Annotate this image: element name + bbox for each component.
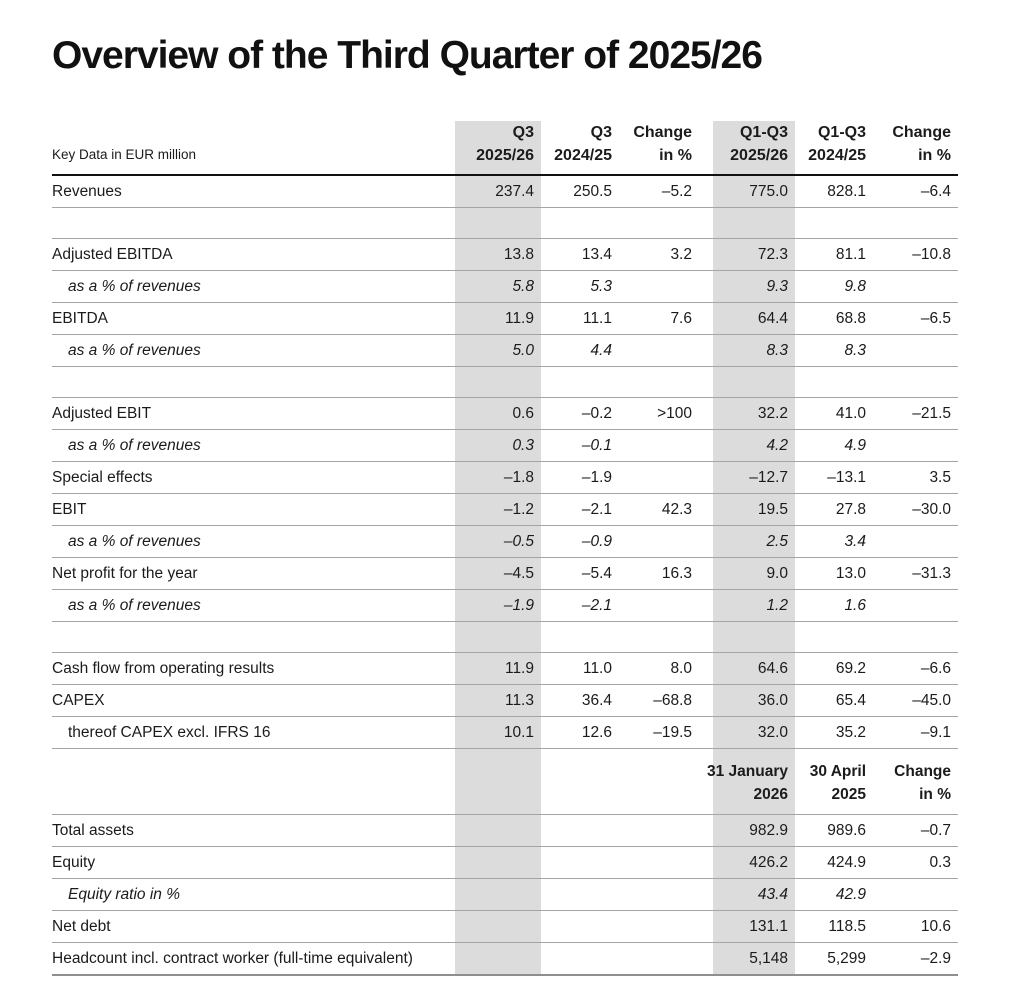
cell-change-q1q3-pct: 3.5: [873, 461, 958, 493]
cell-change-q1q3-pct: [873, 207, 958, 238]
cell-q3-2025-26: –1.8: [455, 461, 541, 493]
cell-q1q3-2024-25: [795, 207, 873, 238]
cell-change-q1q3-pct: –31.3: [873, 557, 958, 589]
cell-q1q3-2024-25: [795, 748, 873, 814]
cell-q1q3-2025-26: 4.2: [699, 429, 795, 461]
cell-q1q3-2025-26: 5,148: [699, 942, 795, 975]
header-line-top: Q3: [512, 123, 534, 141]
table-row: [52, 557, 958, 589]
cell-q1q3-2025-26: 1.2: [699, 589, 795, 621]
column-header-change-q1q3: [873, 121, 958, 175]
cell-q3-2024-25: [541, 207, 619, 238]
table-row: [52, 238, 958, 270]
cell-q1q3-2024-25: 828.1: [795, 175, 873, 208]
header-line-bottom: 2024/25: [808, 146, 866, 164]
cell-change-q3-pct: [619, 334, 699, 366]
cell-q3-2024-25: [541, 621, 619, 652]
cell-change-q3-pct: 16.3: [619, 557, 699, 589]
table-row: [52, 175, 958, 208]
cell-q1q3-2024-25: 68.8: [795, 302, 873, 334]
cell-q1q3-2024-25: 1.6: [795, 589, 873, 621]
row-label: EBIT: [52, 493, 455, 525]
cell-change-q1q3-pct: [873, 270, 958, 302]
cell-q1q3-2025-26: [699, 621, 795, 652]
cell-q3-2024-25: 13.4: [541, 238, 619, 270]
cell-q3-2025-26: 13.8: [455, 238, 541, 270]
row-label: [52, 207, 455, 238]
table-row: [52, 716, 958, 748]
cell-change-q1q3-pct: [873, 429, 958, 461]
cell-q3-2025-26: [455, 814, 541, 846]
cell-line: 31 January: [707, 762, 788, 780]
cell-change-q3-pct: [619, 270, 699, 302]
cell-q3-2024-25: 5.3: [541, 270, 619, 302]
cell-line: Change: [894, 762, 951, 780]
row-label: Adjusted EBIT: [52, 397, 455, 429]
cell-change-q3-pct: 3.2: [619, 238, 699, 270]
cell-change-q3-pct: [619, 461, 699, 493]
cell-q1q3-2025-26: 9.3: [699, 270, 795, 302]
header-line-top: Q3: [590, 123, 612, 141]
cell-q3-2025-26: [455, 366, 541, 397]
cell-q1q3-2025-26: [699, 366, 795, 397]
cell-change-q3-pct: [619, 207, 699, 238]
cell-q1q3-2025-26: 426.2: [699, 846, 795, 878]
cell-q3-2024-25: 4.4: [541, 334, 619, 366]
header-line-bottom: in %: [918, 146, 951, 164]
cell-q1q3-2025-26: 72.3: [699, 238, 795, 270]
cell-q1q3-2024-25: 118.5: [795, 910, 873, 942]
cell-q3-2025-26: –1.9: [455, 589, 541, 621]
row-label: Revenues: [52, 175, 455, 208]
cell-q3-2024-25: [541, 910, 619, 942]
column-header-q3-2025-26: [455, 121, 541, 175]
cell-q1q3-2024-25: 42.9: [795, 878, 873, 910]
cell-change-q1q3-pct: –2.9: [873, 942, 958, 975]
header-line-bottom: 2025/26: [730, 146, 788, 164]
cell-q1q3-2025-26: 982.9: [699, 814, 795, 846]
table-row: [52, 878, 958, 910]
cell-q1q3-2024-25: 65.4: [795, 684, 873, 716]
cell-change-q1q3-pct: –6.6: [873, 652, 958, 684]
cell-q1q3-2025-26: 19.5: [699, 493, 795, 525]
cell-change-q3-pct: [619, 878, 699, 910]
cell-q1q3-2025-26: 36.0: [699, 684, 795, 716]
table-row: [52, 461, 958, 493]
cell-change-q1q3-pct: –21.5: [873, 397, 958, 429]
cell-change-q3-pct: >100: [619, 397, 699, 429]
cell-change-q1q3-pct: –45.0: [873, 684, 958, 716]
table-row: [52, 652, 958, 684]
cell-line: 30 April: [809, 762, 866, 780]
cell-q3-2024-25: 250.5: [541, 175, 619, 208]
cell-q1q3-2025-26: 32.2: [699, 397, 795, 429]
cell-change-q3-pct: –19.5: [619, 716, 699, 748]
cell-q3-2024-25: [541, 878, 619, 910]
row-label: CAPEX: [52, 684, 455, 716]
cell-q1q3-2024-25: 4.9: [795, 429, 873, 461]
cell-change-q1q3-pct: –6.5: [873, 302, 958, 334]
table-row: [52, 334, 958, 366]
key-data-table: [52, 121, 958, 976]
cell-q3-2025-26: 5.0: [455, 334, 541, 366]
cell-q3-2024-25: –0.9: [541, 525, 619, 557]
cell-line: in %: [919, 785, 951, 803]
table-header: [52, 121, 958, 175]
cell-q3-2025-26: [455, 846, 541, 878]
cell-change-q1q3-pct: [873, 366, 958, 397]
row-label: [52, 748, 455, 814]
table-row: [52, 429, 958, 461]
cell-q1q3-2024-25: [795, 621, 873, 652]
cell-q1q3-2024-25: 35.2: [795, 716, 873, 748]
cell-q1q3-2025-26: 9.0: [699, 557, 795, 589]
spacer-row: [52, 366, 958, 397]
row-label: Adjusted EBITDA: [52, 238, 455, 270]
spacer-row: [52, 621, 958, 652]
row-label: as a % of revenues: [52, 589, 455, 621]
cell-q1q3-2024-25: 81.1: [795, 238, 873, 270]
row-label: Equity ratio in %: [52, 878, 455, 910]
cell-change-q3-pct: [619, 366, 699, 397]
cell-q1q3-2025-26: 64.6: [699, 652, 795, 684]
cell-q3-2024-25: [541, 748, 619, 814]
cell-q3-2025-26: 237.4: [455, 175, 541, 208]
cell-q1q3-2025-26: 775.0: [699, 175, 795, 208]
cell-q1q3-2025-26: 131.1: [699, 910, 795, 942]
cell-q3-2024-25: 11.0: [541, 652, 619, 684]
cell-q3-2025-26: –0.5: [455, 525, 541, 557]
cell-q1q3-2025-26: [699, 207, 795, 238]
cell-q3-2024-25: 36.4: [541, 684, 619, 716]
key-data-grid: [52, 121, 958, 976]
cell-q3-2024-25: 11.1: [541, 302, 619, 334]
cell-q1q3-2024-25: 5,299: [795, 942, 873, 975]
header-line-bottom: 2025/26: [476, 146, 534, 164]
cell-change-q1q3-pct: [873, 748, 958, 814]
cell-change-q1q3-pct: 0.3: [873, 846, 958, 878]
row-label: Headcount incl. contract worker (full-time equivalent): [52, 942, 455, 975]
row-label: as a % of revenues: [52, 429, 455, 461]
cell-q1q3-2024-25: 69.2: [795, 652, 873, 684]
cell-q3-2025-26: 0.3: [455, 429, 541, 461]
cell-q3-2025-26: –1.2: [455, 493, 541, 525]
cell-q1q3-2024-25: 27.8: [795, 493, 873, 525]
row-label: [52, 621, 455, 652]
cell-change-q3-pct: [619, 910, 699, 942]
cell-change-q1q3-pct: [873, 878, 958, 910]
row-label: EBITDA: [52, 302, 455, 334]
table-row: [52, 910, 958, 942]
cell-q3-2025-26: 11.9: [455, 652, 541, 684]
row-label: thereof CAPEX excl. IFRS 16: [52, 716, 455, 748]
cell-q3-2024-25: [541, 814, 619, 846]
cell-q1q3-2024-25: 13.0: [795, 557, 873, 589]
cell-q1q3-2025-26: 2.5: [699, 525, 795, 557]
cell-change-q3-pct: –68.8: [619, 684, 699, 716]
row-label: Cash flow from operating results: [52, 652, 455, 684]
cell-change-q1q3-pct: –6.4: [873, 175, 958, 208]
table-row: [52, 270, 958, 302]
key-data-unit-label: Key Data in EUR million: [52, 121, 455, 175]
cell-q3-2024-25: –2.1: [541, 589, 619, 621]
header-line-top: Change: [633, 123, 692, 141]
cell-change-q1q3-pct: 10.6: [873, 910, 958, 942]
cell-q3-2025-26: 5.8: [455, 270, 541, 302]
cell-q3-2024-25: –1.9: [541, 461, 619, 493]
row-label: Net debt: [52, 910, 455, 942]
column-header-change-q3: [619, 121, 699, 175]
cell-q3-2025-26: 0.6: [455, 397, 541, 429]
cell-line: 2026: [753, 785, 788, 803]
header-row: [52, 121, 958, 175]
header-line-bottom: in %: [659, 146, 692, 164]
cell-q1q3-2025-26: 64.4: [699, 302, 795, 334]
cell-change-q1q3-pct: –10.8: [873, 238, 958, 270]
spacer-row: [52, 207, 958, 238]
cell-change-q1q3-pct: [873, 589, 958, 621]
cell-q1q3-2025-26: [699, 748, 795, 814]
cell-q3-2024-25: –5.4: [541, 557, 619, 589]
table-body: [52, 175, 958, 975]
cell-change-q3-pct: –5.2: [619, 175, 699, 208]
row-label: as a % of revenues: [52, 270, 455, 302]
cell-change-q3-pct: [619, 589, 699, 621]
table-row: [52, 525, 958, 557]
cell-q1q3-2024-25: –13.1: [795, 461, 873, 493]
cell-q3-2025-26: [455, 942, 541, 975]
column-header-q1q3-2025-26: [699, 121, 795, 175]
row-label: Special effects: [52, 461, 455, 493]
cell-change-q3-pct: [619, 814, 699, 846]
cell-q1q3-2025-26: 32.0: [699, 716, 795, 748]
cell-q1q3-2024-25: 424.9: [795, 846, 873, 878]
cell-q1q3-2025-26: 8.3: [699, 334, 795, 366]
cell-change-q1q3-pct: –30.0: [873, 493, 958, 525]
cell-q3-2025-26: [455, 207, 541, 238]
cell-q1q3-2024-25: 989.6: [795, 814, 873, 846]
cell-q1q3-2024-25: 3.4: [795, 525, 873, 557]
subheader-row: [52, 748, 958, 814]
column-header-q3-2024-25: [541, 121, 619, 175]
table-row: [52, 942, 958, 975]
cell-q3-2025-26: [455, 748, 541, 814]
table-row: [52, 814, 958, 846]
cell-change-q1q3-pct: [873, 334, 958, 366]
cell-change-q3-pct: [619, 621, 699, 652]
cell-q3-2025-26: [455, 621, 541, 652]
row-label: as a % of revenues: [52, 525, 455, 557]
header-line-top: Q1-Q3: [817, 123, 866, 141]
cell-q1q3-2024-25: 9.8: [795, 270, 873, 302]
header-line-top: Q1-Q3: [739, 123, 788, 141]
header-line-top: Change: [892, 123, 951, 141]
cell-change-q1q3-pct: –9.1: [873, 716, 958, 748]
table-row: [52, 846, 958, 878]
cell-change-q1q3-pct: [873, 621, 958, 652]
cell-q3-2025-26: –4.5: [455, 557, 541, 589]
cell-q1q3-2025-26: –12.7: [699, 461, 795, 493]
cell-change-q3-pct: 42.3: [619, 493, 699, 525]
cell-q3-2024-25: [541, 366, 619, 397]
cell-change-q3-pct: [619, 429, 699, 461]
cell-q3-2024-25: 12.6: [541, 716, 619, 748]
table-row: [52, 589, 958, 621]
table-row: [52, 493, 958, 525]
row-label: as a % of revenues: [52, 334, 455, 366]
table-row: [52, 302, 958, 334]
page-title: Overview of the Third Quarter of 2025/26: [52, 34, 762, 77]
cell-q3-2025-26: [455, 910, 541, 942]
cell-change-q3-pct: [619, 846, 699, 878]
cell-q3-2025-26: 11.3: [455, 684, 541, 716]
cell-q1q3-2024-25: 8.3: [795, 334, 873, 366]
cell-change-q3-pct: [619, 748, 699, 814]
cell-q3-2024-25: –0.1: [541, 429, 619, 461]
cell-change-q1q3-pct: [873, 525, 958, 557]
cell-q3-2024-25: –2.1: [541, 493, 619, 525]
cell-q1q3-2024-25: 41.0: [795, 397, 873, 429]
cell-q3-2025-26: [455, 878, 541, 910]
cell-q1q3-2025-26: 43.4: [699, 878, 795, 910]
cell-change-q3-pct: 7.6: [619, 302, 699, 334]
row-label: Net profit for the year: [52, 557, 455, 589]
cell-line: 2025: [831, 785, 866, 803]
cell-q3-2024-25: [541, 942, 619, 975]
table-row: [52, 397, 958, 429]
header-line-bottom: 2024/25: [554, 146, 612, 164]
cell-change-q3-pct: [619, 942, 699, 975]
column-header-q1q3-2024-25: [795, 121, 873, 175]
cell-q3-2025-26: 10.1: [455, 716, 541, 748]
table-row: [52, 684, 958, 716]
cell-change-q1q3-pct: –0.7: [873, 814, 958, 846]
cell-change-q3-pct: [619, 525, 699, 557]
row-label: Equity: [52, 846, 455, 878]
cell-q1q3-2024-25: [795, 366, 873, 397]
row-label: Total assets: [52, 814, 455, 846]
cell-q3-2025-26: 11.9: [455, 302, 541, 334]
row-label: [52, 366, 455, 397]
cell-change-q3-pct: 8.0: [619, 652, 699, 684]
cell-q3-2024-25: –0.2: [541, 397, 619, 429]
cell-q3-2024-25: [541, 846, 619, 878]
